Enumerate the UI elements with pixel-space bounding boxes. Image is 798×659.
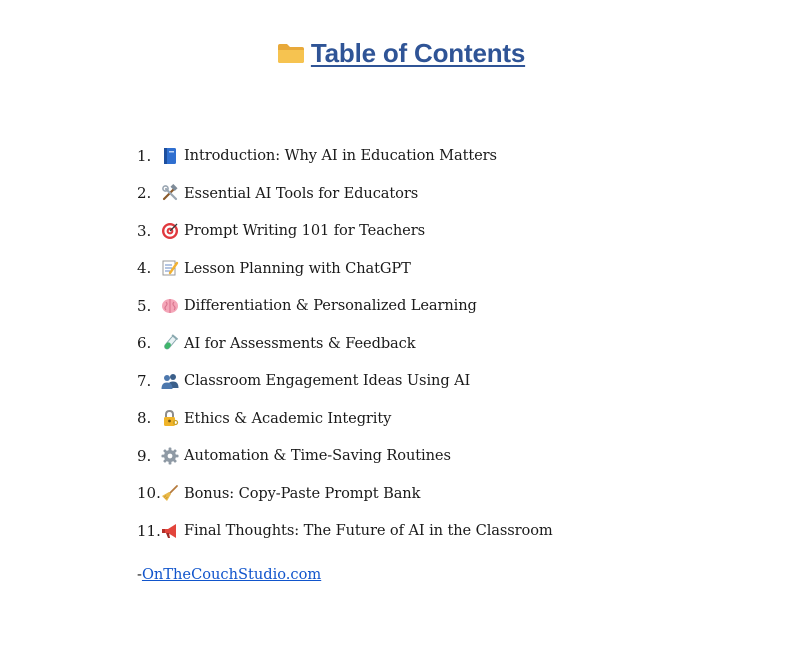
toc-item-number: 7. <box>137 371 152 390</box>
page-title-text: Table of Contents <box>310 38 526 68</box>
people-icon <box>161 372 179 390</box>
toc-item <box>137 287 553 325</box>
toc-item-number: 5. <box>137 296 152 315</box>
toc-item-label: Ethics & Academic Integrity <box>184 409 392 427</box>
toc-item-number: 3. <box>137 221 152 240</box>
locked-key-icon <box>161 409 179 427</box>
page-title <box>0 36 798 70</box>
toc-item-number: 1. <box>137 146 152 165</box>
toc-item-number: 10. <box>137 484 161 503</box>
broom-icon <box>161 484 179 502</box>
credit-line <box>137 566 321 583</box>
gear-icon <box>161 447 179 465</box>
toc-item <box>137 325 553 363</box>
toc-item-number: 6. <box>137 334 152 353</box>
toc-item <box>137 512 553 550</box>
toc-item <box>137 137 553 175</box>
megaphone-icon <box>161 522 179 540</box>
toc-item-label: Prompt Writing 101 for Teachers <box>184 222 425 240</box>
toc-item-label: Introduction: Why AI in Education Matters <box>184 147 497 165</box>
table-of-contents <box>137 137 553 550</box>
folder-icon <box>277 38 305 60</box>
toc-item <box>137 250 553 288</box>
toc-item-label: Classroom Engagement Ideas Using AI <box>184 372 471 390</box>
toc-item-number: 8. <box>137 409 152 428</box>
target-icon <box>161 222 179 240</box>
toc-item <box>137 362 553 400</box>
toc-item-label: AI for Assessments & Feedback <box>184 334 416 352</box>
toc-item-number: 4. <box>137 259 152 278</box>
toc-item-number: 9. <box>137 446 152 465</box>
toc-item <box>137 400 553 438</box>
toc-item-label: Automation & Time-Saving Routines <box>184 447 451 465</box>
toc-item-label: Lesson Planning with ChatGPT <box>184 259 411 277</box>
credit-prefix: - <box>137 566 142 583</box>
hammer-wrench-icon <box>161 184 179 202</box>
toc-item <box>137 212 553 250</box>
toc-item-number: 11. <box>137 521 161 540</box>
test-tube-icon <box>161 334 179 352</box>
toc-item <box>137 175 553 213</box>
blue-book-icon <box>161 147 179 165</box>
toc-item-label: Bonus: Copy-Paste Prompt Bank <box>184 484 421 502</box>
memo-icon <box>161 259 179 277</box>
toc-item <box>137 437 553 475</box>
toc-item-label: Differentiation & Personalized Learning <box>184 297 477 315</box>
website-link[interactable]: OnTheCouchStudio.com <box>141 566 322 583</box>
toc-item-number: 2. <box>137 184 152 203</box>
toc-item-label: Final Thoughts: The Future of AI in the Classroom <box>184 522 553 540</box>
toc-item <box>137 475 553 513</box>
toc-item-label: Essential AI Tools for Educators <box>184 184 419 202</box>
brain-icon <box>161 297 179 315</box>
